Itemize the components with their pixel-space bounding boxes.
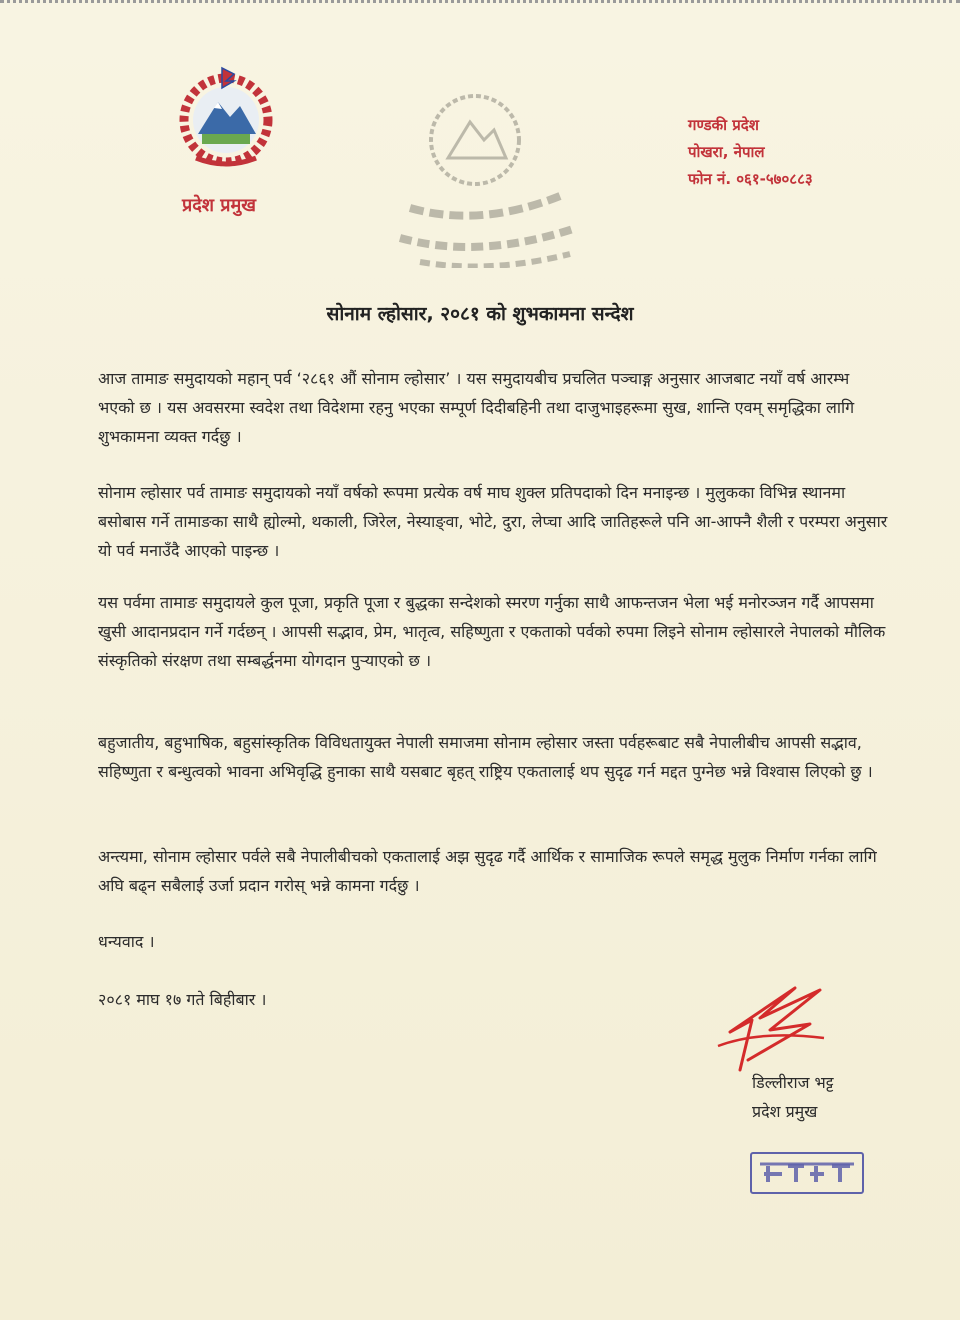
signer-position: प्रदेश प्रमुख [752, 1102, 818, 1121]
paragraph-2: सोनाम ल्होसार पर्व तामाङ समुदायको नयाँ वर्षको रूपमा प्रत्येक वर्ष माघ शुक्ल प्रतिपदाको दिन मनाइन्छ । मुलुकका विभिन्न स्थानमा बसोबास गर्ने तामाङका साथै ह्योल्मो, थकाली, जिरेल, नेस्याङ्वा, भोटे, दुरा, लेप्चा आदि जातिहरूले पनि आ-आफ्नै शैली र परम्परा अनुसार यो पर्व मनाउँदै आएको पाइन्छ । [98, 483, 888, 560]
letter-title: सोनाम ल्होसार, २०८१ को शुभकामना सन्देश [326, 303, 634, 325]
office-seal [380, 78, 580, 268]
office-address-block [688, 112, 813, 193]
signer-name: डिल्लीराज भट्ट [752, 1073, 834, 1092]
handwritten-signature [700, 960, 830, 1080]
office-title-left: प्रदेश प्रमुख [182, 195, 257, 216]
paragraph-5: अन्त्यमा, सोनाम ल्होसार पर्वले सबै नेपालीबीचको एकतालाई अझ सुदृढ गर्दै आर्थिक र सामाजिक रूपले समृद्ध मुलुक निर्माण गर्नका लागि अघि बढ्न सबैलाई उर्जा प्रदान गरोस् भन्ने कामना गर्दछु । [98, 847, 877, 895]
paragraph-4: बहुजातीय, बहुभाषिक, बहुसांस्कृतिक विविधतायुक्त नेपाली समाजमा सोनाम ल्होसार जस्ता पर्वहरूबाट सबै नेपालीबीच आपसी सद्भाव, सहिष्णुता र बन्धुत्वको भावना अभिवृद्धि हुनाका साथै यसबाट बृहत् राष्ट्रिय एकतालाई थप सुदृढ गर्न मद्दत पुग्नेछ भन्ने विश्वास लिएको छु । [98, 733, 873, 781]
city-name: पोखरा, नेपाल [688, 143, 765, 161]
paragraph-3: यस पर्वमा तामाङ समुदायले कुल पूजा, प्रकृति पूजा र बुद्धका सन्देशको स्मरण गर्नुका साथै आफन्तजन भेला भई मनोरञ्जन गर्दै आपसमा खुसी आदानप्रदान गर्ने गर्दछन् । आपसी सद्भाव, प्रेम, भातृत्व, सहिष्णुता र एकताको पर्वको रुपमा लिइने सोनाम ल्होसारले नेपालको मौलिक संस्कृतिको संरक्षण तथा सम्बर्द्धनमा योगदान पुऱ्याएको छ । [98, 593, 886, 670]
province-name: गण्डकी प्रदेश [688, 116, 759, 134]
official-stamp [750, 1152, 864, 1194]
signer-block [752, 1068, 834, 1126]
national-emblem-icon [178, 62, 274, 172]
phone-number: फोन नं. ०६१-५७०८८३ [688, 170, 813, 188]
paragraph-1: आज तामाङ समुदायको महान् पर्व ‘२८६१ औं सोनाम ल्होसार’ । यस समुदायबीच प्रचलित पञ्चाङ्ग अनुसार आजबाट नयाँ वर्ष आरम्भ भएको छ । यस अवसरमा स्वदेश तथा विदेशमा रहनु भएका सम्पूर्ण दिदीबहिनी तथा दाजुभाइहरूमा सुख, शान्ति एवम् समृद्धिका लागि शुभकामना व्यक्त गर्दछु । [98, 369, 855, 446]
perforated-edge [0, 0, 960, 17]
letter-date: २०८१ माघ १७ गते बिहीबार । [98, 990, 267, 1009]
closing-thanks: धन्यवाद । [98, 932, 155, 951]
